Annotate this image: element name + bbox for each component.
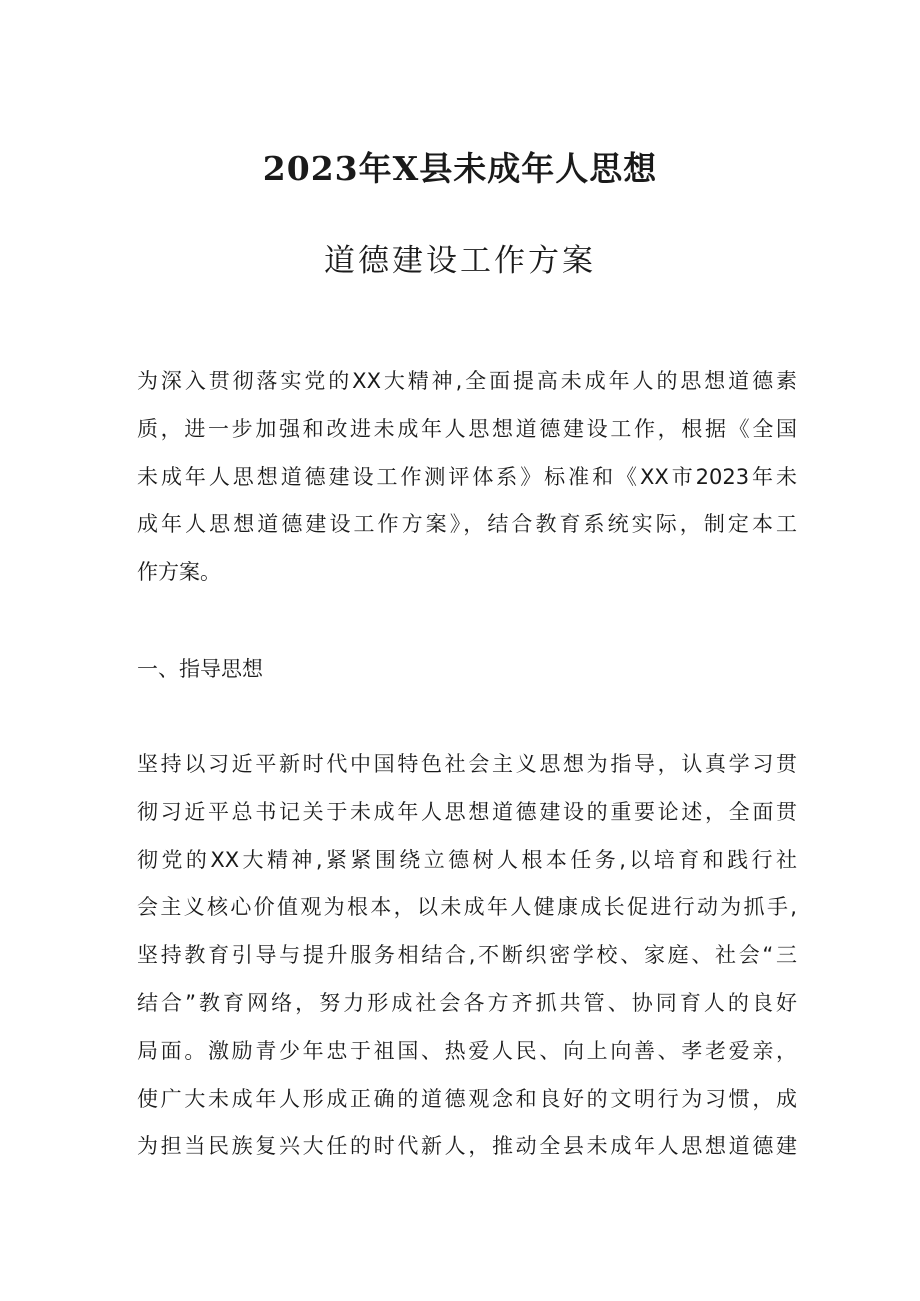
paragraph-line: 坚持教育引导与提升服务相结合,不断织密学校、家庭、社会“三	[137, 943, 797, 968]
document-title-line-1: 2023年X县未成年人思想	[262, 149, 658, 188]
paragraph-line: 为担当民族复兴大任的时代新人，推动全县未成年人思想道德建	[137, 1134, 797, 1159]
paragraph-line: 使广大未成年人形成正确的道德观念和良好的文明行为习惯，成	[137, 1086, 797, 1111]
paragraph-line: 未成年人思想道德建设工作测评体系》标准和《XX市2023年未	[137, 464, 797, 489]
paragraph-line: 作方案。	[137, 560, 221, 585]
section-heading-guiding-ideology: 一、指导思想	[137, 657, 263, 681]
paragraph-line: 为深入贯彻落实党的XX大精神,全面提高未成年人的思想道德素	[137, 369, 797, 393]
paragraph-line: 会主义核心价值观为根本，以未成年人健康成长促进行动为抓手,	[137, 895, 797, 920]
paragraph-line: 坚持以习近平新时代中国特色社会主义思想为指导，认真学习贯	[137, 752, 797, 776]
paragraph-line: 结合”教育网络，努力形成社会各方齐抓共管、协同育人的良好	[137, 990, 797, 1015]
paragraph-line: 彻党的XX大精神,紧紧围绕立德树人根本任务,以培育和践行社	[137, 847, 797, 872]
paragraph-line: 成年人思想道德建设工作方案》，结合教育系统实际，制定本工	[137, 512, 797, 537]
paragraph-line: 局面。激励青少年忠于祖国、热爱人民、向上向善、孝老爱亲，	[137, 1038, 797, 1063]
paragraph-line: 质，进一步加强和改进未成年人思想道德建设工作，根据《全国	[137, 416, 797, 441]
intro-paragraph	[137, 358, 797, 597]
paragraph-line: 彻习近平总书记关于未成年人思想道德建设的重要论述，全面贯	[137, 799, 797, 824]
guiding-ideology-paragraph	[137, 741, 797, 1171]
document-title-line-2: 道德建设工作方案	[324, 243, 596, 279]
